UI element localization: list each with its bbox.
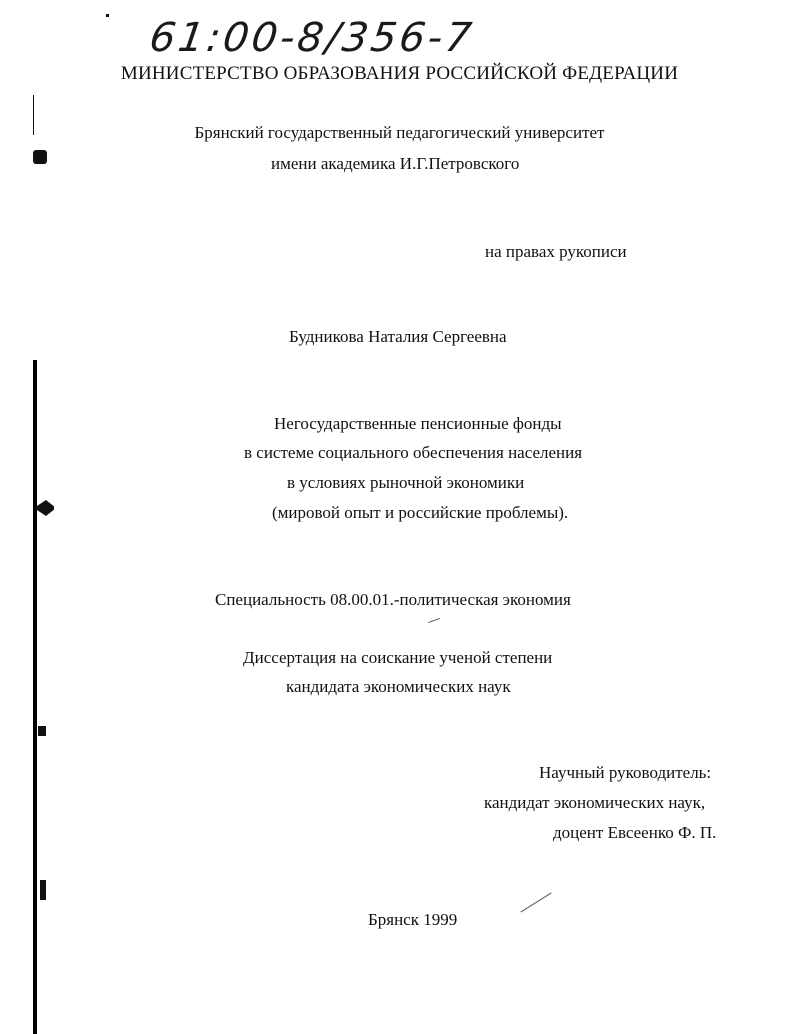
university-namesake: имени академика И.Г.Петровского [271,154,520,173]
author-name: Будникова Наталия Сергеевна [289,327,507,346]
manuscript-rights: на правах рукописи [485,242,627,261]
scan-edge-line [33,360,37,1034]
scan-mark [106,14,109,17]
title-line-1: Негосударственные пенсионные фонды [274,414,562,433]
university-name: Брянский государственный педагогический университет [194,123,605,142]
supervisor-label: Научный руководитель: [539,763,712,782]
handwritten-accession-number: 61:00-8/356-7 [146,15,478,61]
stray-pen-stroke [428,618,440,623]
scan-mark [33,150,47,164]
specialty: Специальность 08.00.01.-политическая экономия [215,590,571,609]
title-line-3: в условиях рыночной экономики [287,473,525,492]
supervisor-name: доцент Евсеенко Ф. П. [553,823,717,842]
scan-mark [40,880,46,900]
title-line-4: (мировой опыт и российские проблемы). [272,503,569,522]
dissertation-line-1: Диссертация на соискание ученой степени [243,648,553,667]
ministry-heading: МИНИСТЕРСТВО ОБРАЗОВАНИЯ РОССИЙСКОЙ ФЕДЕРАЦИИ [120,63,679,84]
dissertation-line-2: кандидата экономических наук [286,677,511,696]
scan-mark [38,726,46,736]
supervisor-degree: кандидат экономических наук, [484,793,706,812]
place-and-year: Брянск 1999 [368,910,458,929]
scan-mark [34,500,54,516]
title-line-2: в системе социального обеспечения населения [244,443,583,462]
stray-pen-stroke [520,893,551,913]
